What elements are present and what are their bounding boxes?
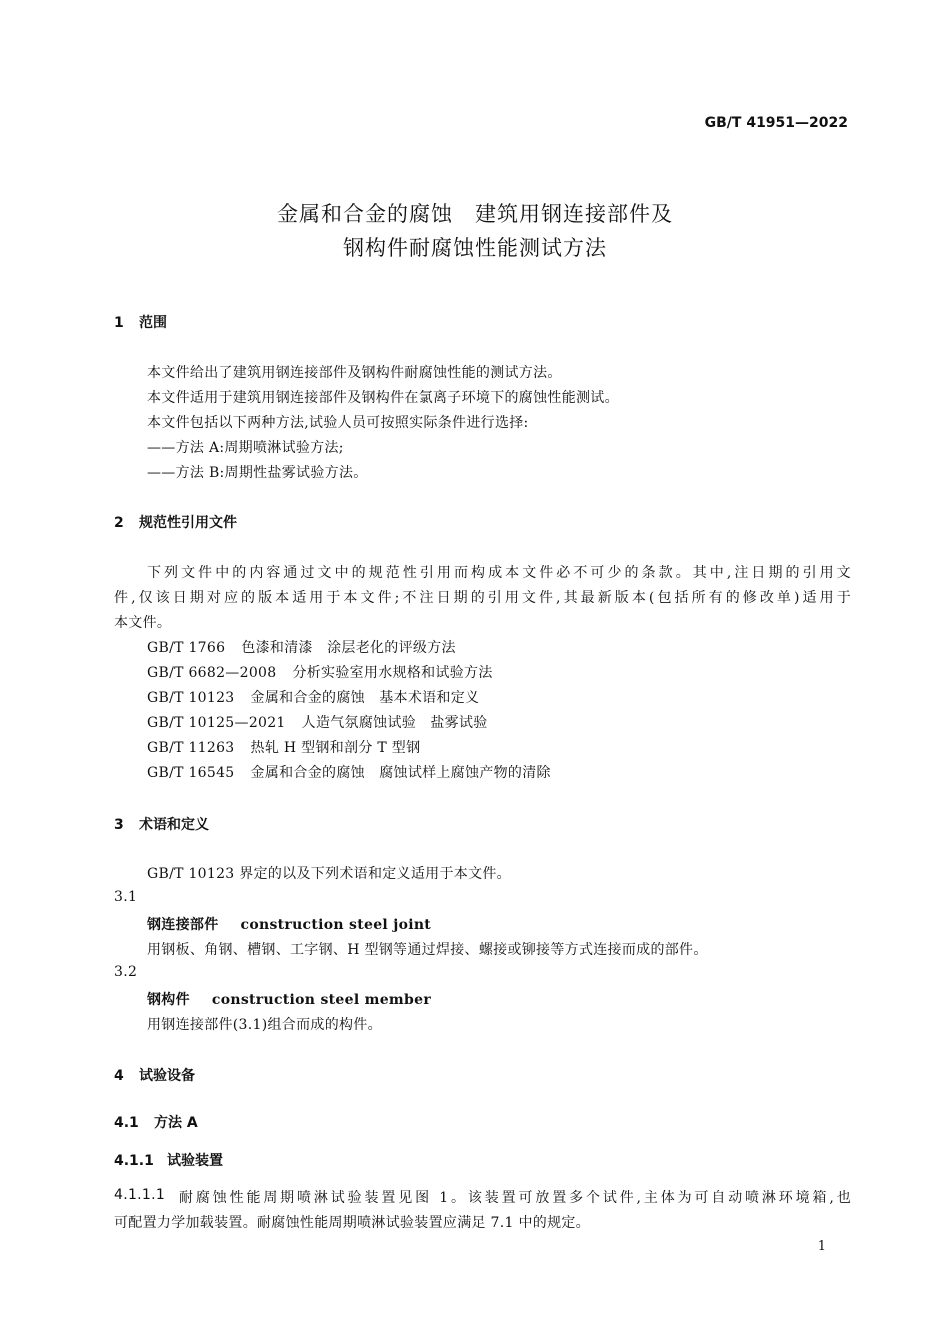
term-3-2 [147,989,431,1009]
reference-title: 金属和合金的腐蚀 基本术语和定义 [250,690,480,706]
term-english: construction steel joint [240,917,432,933]
reference-item [147,687,479,707]
section-2-heading [114,512,237,532]
clause-4-1-1-1-line-2: 可配置力学加载装置。耐腐蚀性能周期喷淋试验装置应满足 7.1 中的规定。 [114,1215,590,1231]
subsection-number: 4.1.1 [114,1153,154,1169]
document-title-line-2: 钢构件耐腐蚀性能测试方法 [343,236,607,260]
section-4-heading [114,1065,195,1085]
document-title-line-1: 金属和合金的腐蚀 建筑用钢连接部件及 [277,202,673,226]
reference-title: 金属和合金的腐蚀 腐蚀试样上腐蚀产物的清除 [250,765,551,781]
reference-title: 热轧 H 型钢和剖分 T 型钢 [250,740,421,756]
reference-title: 分析实验室用水规格和试验方法 [292,665,493,681]
subsection-4-1-1-heading [114,1150,223,1170]
scope-paragraph-1: 本文件给出了建筑用钢连接部件及钢构件耐腐蚀性能的测试方法。 [147,365,562,381]
reference-code: GB/T 16545 [147,765,235,781]
section-number: 4 [114,1068,124,1084]
references-intro-line-2: 件,仅该日期对应的版本适用于本文件;不注日期的引用文件,其最新版本(包括所有的修改单)适用于 [114,590,851,606]
reference-code: GB/T 11263 [147,740,235,756]
reference-item [147,762,551,782]
section-title: 术语和定义 [139,817,209,833]
references-intro-line-3: 本文件。 [114,615,172,631]
reference-title: 人造气氛腐蚀试验 盐雾试验 [301,715,488,731]
scope-paragraph-2: 本文件适用于建筑用钢连接部件及钢构件在氯离子环境下的腐蚀性能测试。 [147,390,619,406]
term-3-2-number: 3.2 [114,964,138,980]
section-title: 试验设备 [139,1068,195,1084]
term-3-1 [147,914,431,934]
section-number: 1 [114,315,124,331]
subsection-4-1-heading [114,1112,198,1132]
subsection-number: 4.1 [114,1115,139,1131]
reference-code: GB/T 6682—2008 [147,665,277,681]
term-chinese: 钢构件 [147,992,190,1008]
reference-item [147,637,456,657]
reference-item [147,662,493,682]
references-intro-line-1: 下列文件中的内容通过文中的规范性引用而构成本文件必不可少的条款。其中,注日期的引用文 [147,565,851,581]
term-chinese: 钢连接部件 [147,917,219,933]
reference-item [147,737,420,757]
term-3-2-definition: 用钢连接部件(3.1)组合而成的构件。 [147,1017,382,1033]
term-3-1-definition: 用钢板、角钢、槽钢、工字钢、H 型钢等通过焊接、螺接或铆接等方式连接而成的部件。 [147,942,708,958]
subsection-title: 试验装置 [167,1153,223,1169]
reference-title: 色漆和清漆 涂层老化的评级方法 [241,640,456,656]
reference-code: GB/T 10123 [147,690,235,706]
subsection-title: 方法 A [154,1115,198,1131]
section-number: 3 [114,817,124,833]
term-english: construction steel member [211,992,432,1008]
reference-item [147,712,488,732]
standard-number: GB/T 41951—2022 [704,115,848,131]
terms-intro: GB/T 10123 界定的以及下列术语和定义适用于本文件。 [147,866,511,882]
term-3-1-number: 3.1 [114,889,138,905]
reference-code: GB/T 10125—2021 [147,715,286,731]
section-title: 范围 [139,315,167,331]
scope-list-item-a: ——方法 A:周期喷淋试验方法; [147,440,344,456]
section-1-heading [114,312,167,332]
section-3-heading [114,814,209,834]
section-title: 规范性引用文件 [139,515,237,531]
reference-code: GB/T 1766 [147,640,226,656]
clause-text: 耐腐蚀性能周期喷淋试验装置见图 1。该装置可放置多个试件,主体为可自动喷淋环境箱,也 [179,1190,851,1206]
scope-paragraph-3: 本文件包括以下两种方法,试验人员可按照实际条件进行选择: [147,415,529,431]
clause-4-1-1-1-line-1 [114,1187,851,1207]
section-number: 2 [114,515,124,531]
scope-list-item-b: ——方法 B:周期性盐雾试验方法。 [147,465,368,481]
page-number: 1 [817,1239,826,1254]
clause-number: 4.1.1.1 [114,1187,166,1203]
